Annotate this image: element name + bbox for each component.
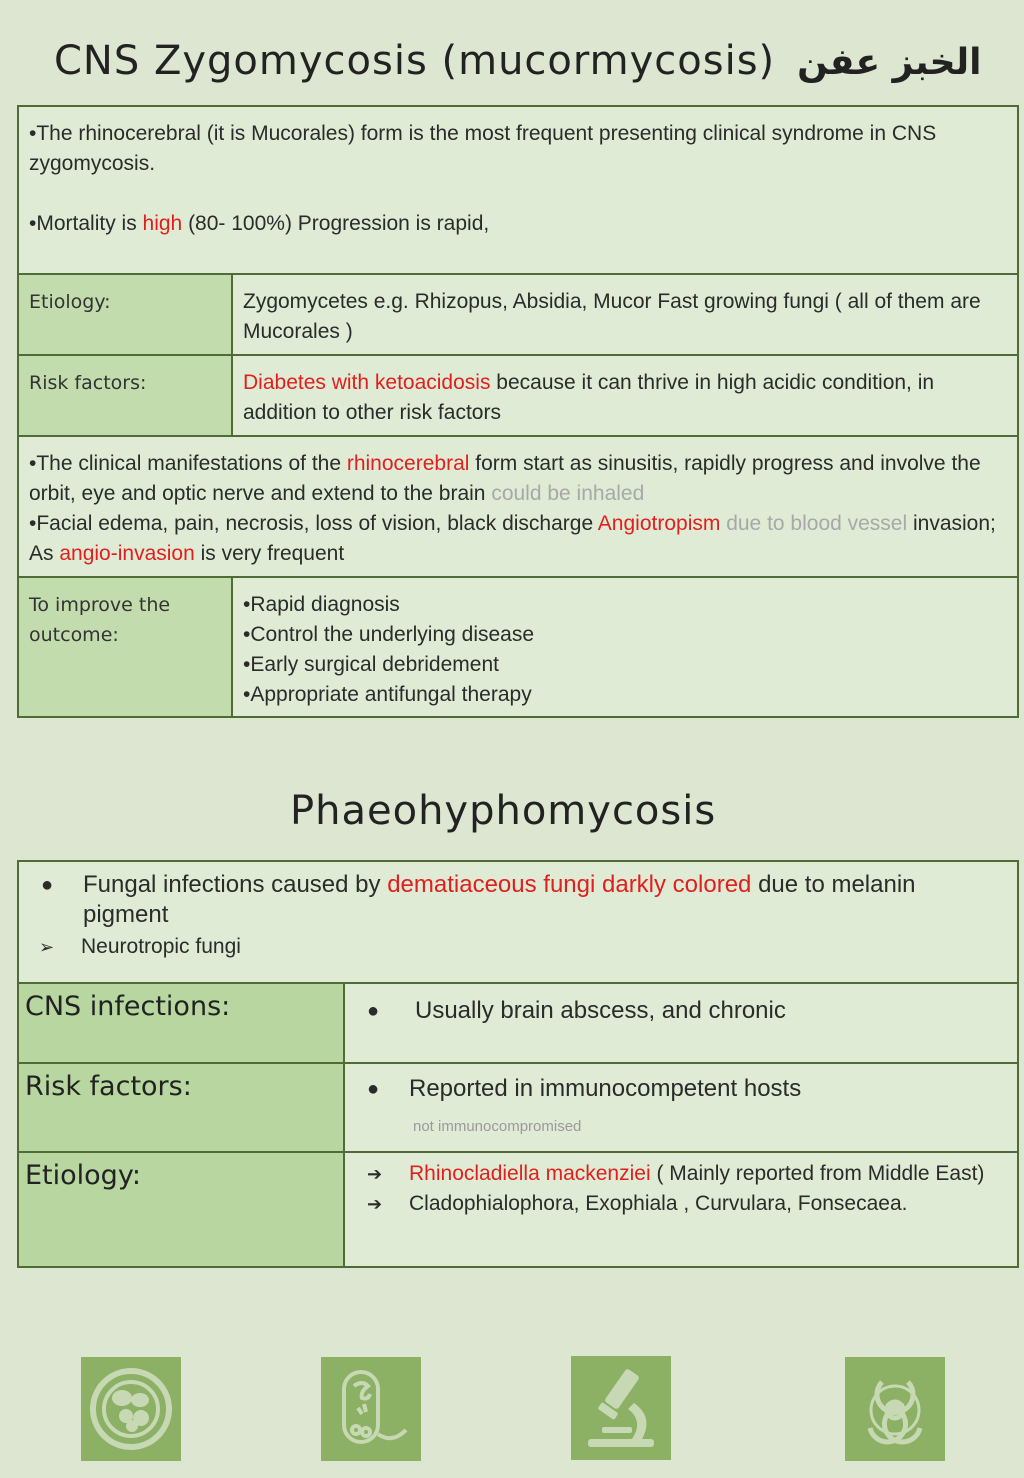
- zygomycosis-title-text: CNS Zygomycosis (mucormycosis): [54, 38, 776, 84]
- risk-factors-row: [18, 355, 1018, 436]
- cns-label: CNS infections:: [18, 983, 344, 1063]
- clinical-b-prefix: •Facial edema, pain, necrosis, loss of vision, black discharge: [29, 512, 598, 535]
- clinical-b-red2: angio-invasion: [59, 542, 195, 565]
- clinical-b-mid: invasion; As: [29, 512, 996, 565]
- intro-line-1: •The rhinocerebral (it is Mucorales) form is the most frequent presenting clinical syndrome in CNS zygomycosis.: [29, 122, 937, 175]
- cns-line: [365, 996, 997, 1026]
- clinical-cell: [18, 436, 1018, 577]
- intro-cell: [18, 106, 1018, 274]
- risk-factors-rest: because it can thrive in high acidic condition, in addition to other risk factors: [243, 371, 935, 424]
- bullet-icon: ●: [41, 874, 54, 896]
- phaeo-risk-row: [18, 1063, 1018, 1152]
- outcome-item: •Control the underlying disease: [243, 623, 535, 646]
- clinical-line-b: [29, 509, 1007, 569]
- phaeo-etiology-label: Etiology:: [18, 1152, 344, 1267]
- phaeo-etiology-item-2: [365, 1189, 997, 1219]
- phaeo-risk-note: not immunocompromised: [413, 1118, 582, 1135]
- intro-row: [18, 106, 1018, 274]
- phaeo-intro-red: dematiaceous fungi darkly colored: [387, 871, 752, 898]
- microscope-icon: [571, 1356, 671, 1460]
- rhinocladiella-red: Rhinocladiella mackenziei: [409, 1162, 651, 1185]
- phaeo-etiology-cell: [344, 1152, 1018, 1267]
- clinical-a-suffix: form start as sinusitis, rapidly progress and involve the orbit, eye and optic nerve and extend to the brain: [29, 452, 981, 505]
- phaeo-etiology-text-1: [409, 1159, 984, 1189]
- phaeo-risk-label: Risk factors:: [18, 1063, 344, 1152]
- zygomycosis-table: [17, 105, 1019, 718]
- intro-line-2: [29, 209, 1007, 239]
- bullet-icon: ●: [367, 1000, 380, 1022]
- arrow-icon: ➔: [367, 1194, 383, 1214]
- risk-factors-label: Risk factors:: [18, 355, 232, 436]
- phaeo-risk-cell: [344, 1063, 1018, 1152]
- risk-factors-text: [232, 355, 1018, 436]
- rhinocladiella-note: ( Mainly reported from Middle East): [650, 1162, 985, 1185]
- outcome-list: [232, 577, 1018, 717]
- cns-cell: [344, 983, 1018, 1063]
- clinical-b-suffix: is very frequent: [194, 542, 345, 565]
- phaeo-intro-prefix: Fungal infections caused by: [83, 871, 388, 898]
- phaeo-etiology-text-2: Cladophialophora, Exophiala , Curvulara, Fonsecaea.: [409, 1192, 908, 1215]
- phaeohyphomycosis-table: [17, 860, 1019, 1268]
- bacterium-icon: [321, 1357, 421, 1461]
- phaeo-etiology-item-1: [365, 1159, 997, 1189]
- phaeo-intro-row: [18, 861, 1018, 983]
- risk-factors-red: Diabetes with ketoacidosis: [243, 371, 491, 394]
- clinical-line-a: [29, 449, 1007, 509]
- phaeo-risk-text: Reported in immunocompetent hosts: [409, 1075, 802, 1102]
- icon-strip: [0, 1357, 1024, 1465]
- mortality-high: high: [142, 212, 183, 235]
- clinical-a-prefix: •The clinical manifestations of the: [29, 452, 347, 475]
- cns-text: Usually brain abscess, and chronic: [415, 997, 786, 1024]
- outcome-item: •Rapid diagnosis: [243, 593, 400, 616]
- clinical-row: [18, 436, 1018, 577]
- outcome-row: [18, 577, 1018, 717]
- clinical-a-red: rhinocerebral: [346, 452, 470, 475]
- biohazard-icon: [845, 1357, 945, 1461]
- etiology-text: Zygomycetes e.g. Rhizopus, Absidia, Mucor Fast growing fungi ( all of them are Mucorales ): [232, 274, 1018, 355]
- phaeo-intro-suffix: due to melanin pigment: [83, 871, 916, 928]
- phaeo-intro-cell: [18, 861, 1018, 983]
- cell-icon: [81, 1357, 181, 1461]
- arrowhead-icon: ➢: [39, 937, 55, 957]
- clinical-b-red: Angiotropism: [597, 512, 721, 535]
- outcome-item: •Appropriate antifungal therapy: [243, 683, 532, 706]
- phaeo-intro-line-1: [39, 870, 997, 930]
- etiology-label: Etiology:: [18, 274, 232, 355]
- clinical-a-grey: could be inhaled: [491, 482, 645, 505]
- phaeo-etiology-row: [18, 1152, 1018, 1267]
- phaeo-intro-text-1: [83, 870, 997, 930]
- phaeo-risk-line: [365, 1074, 997, 1104]
- neurotropic-text: Neurotropic fungi: [81, 935, 241, 958]
- arabic-title: الخبز عفن: [797, 42, 982, 83]
- mortality-prefix: •Mortality is: [29, 212, 143, 235]
- phaeohyphomycosis-title: Phaeohyphomycosis: [290, 788, 717, 834]
- cns-row: [18, 983, 1018, 1063]
- clinical-b-grey: due to blood vessel: [720, 512, 908, 535]
- mortality-suffix: (80- 100%) Progression is rapid,: [182, 212, 490, 235]
- outcome-label: To improve the outcome:: [18, 577, 232, 717]
- bullet-icon: ●: [367, 1078, 380, 1100]
- phaeo-intro-line-2: [39, 932, 997, 962]
- etiology-row: [18, 274, 1018, 355]
- arrow-icon: ➔: [367, 1164, 383, 1184]
- outcome-item: •Early surgical debridement: [243, 653, 499, 676]
- zygomycosis-title: [54, 38, 981, 84]
